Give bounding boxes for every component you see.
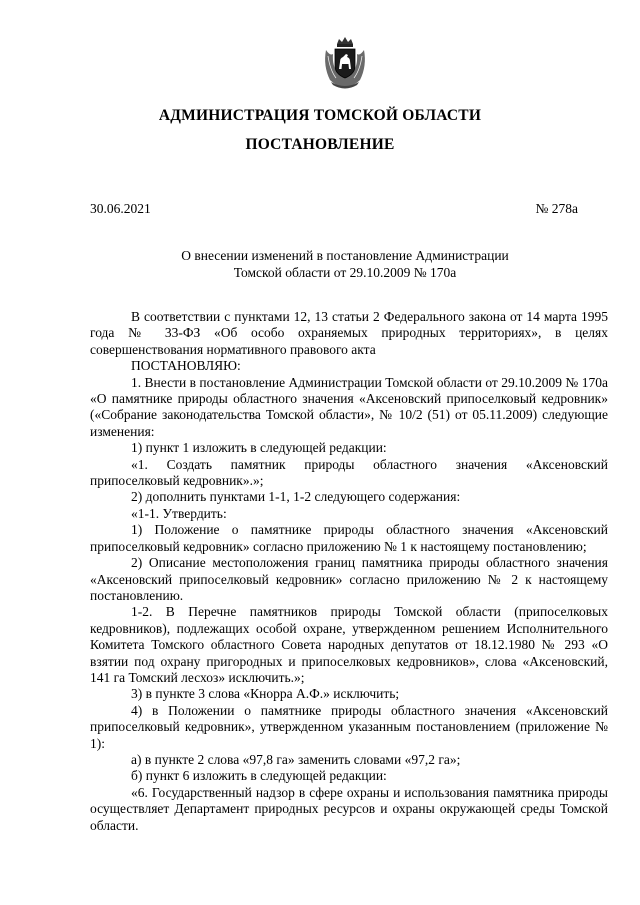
body-paragraph: 1) Положение о памятнике природы областного значения «Аксеновский припоселковый кедровник» согласно приложению № 1 к настоящему постановлению; (90, 522, 608, 554)
body-paragraph: «1-1. Утвердить: (131, 505, 227, 521)
body-paragraph: б) пункт 6 изложить в следующей редакции: (131, 768, 387, 784)
body-paragraph: «1. Создать памятник природы областного значения «Аксеновский припоселковый кедровник».»; (90, 456, 608, 489)
document-body (90, 309, 608, 834)
subject-line: О внесении изменений в постановление Администрации (181, 248, 509, 263)
tomsk-region-coat-of-arms-icon (322, 36, 368, 90)
body-paragraph: 1. Внести в постановление Администрации Томской области от 29.10.2009 № 170а «О памятнике природы областного значения «Аксеновский припоселковый кедровник» («Собрание законодательства Томской области», № 10/2 (51) от 05.11.2009) следующие изменения: (90, 374, 608, 439)
document-number: № 278а (535, 201, 578, 216)
body-paragraph: а) в пункте 2 слова «97,8 га» заменить словами «97,2 га»; (131, 751, 461, 767)
document-date: 30.06.2021 (90, 201, 151, 216)
body-paragraph: 1-2. В Перечне памятников природы Томской области (припоселковых кедровников), подлежащих особой охране, утвержденном решением Исполнительного Комитета Томского областного Совета народных депутатов от 18.12.1980 № 293 «О взятии под охрану пригородных и припоселковых кедровников», слова «Аксеновский, 141 га Томский лесхоз» исключить.»; (90, 604, 608, 685)
body-paragraph: ПОСТАНОВЛЯЮ: (131, 358, 241, 374)
document-subject (130, 247, 560, 281)
body-paragraph: 3) в пункте 3 слова «Кнорра А.Ф.» исключить; (131, 686, 400, 702)
organization-title: АДМИНИСТРАЦИЯ ТОМСКОЙ ОБЛАСТИ (158, 107, 482, 124)
body-paragraph: 1) пункт 1 изложить в следующей редакции: (131, 440, 387, 456)
body-paragraph: 2) дополнить пунктами 1-1, 1-2 следующего содержания: (131, 489, 461, 505)
body-paragraph: В соответствии с пунктами 12, 13 статьи 2 Федерального закона от 14 марта 1995 года № 33-ФЗ «Об особо охраняемых природных территориях», в целях совершенствования нормативного правового акта (90, 309, 608, 357)
document-type-title: ПОСТАНОВЛЕНИЕ (245, 136, 395, 153)
body-paragraph: «6. Государственный надзор в сфере охраны и использования памятника природы осуществляет Департамент природных ресурсов и охраны окружающей среды Томской области. (90, 784, 608, 833)
subject-line: Томской области от 29.10.2009 № 170а (233, 265, 457, 280)
body-paragraph: 2) Описание местоположения границ памятника природы областного значения «Аксеновский припоселковый кедровник» согласно приложению № 2 к настоящему постановлению. (90, 555, 608, 603)
body-paragraph: 4) в Положении о памятнике природы областного значения «Аксеновский припоселковый кедровник», утвержденном указанным постановлением (приложение № 1): (90, 702, 608, 751)
